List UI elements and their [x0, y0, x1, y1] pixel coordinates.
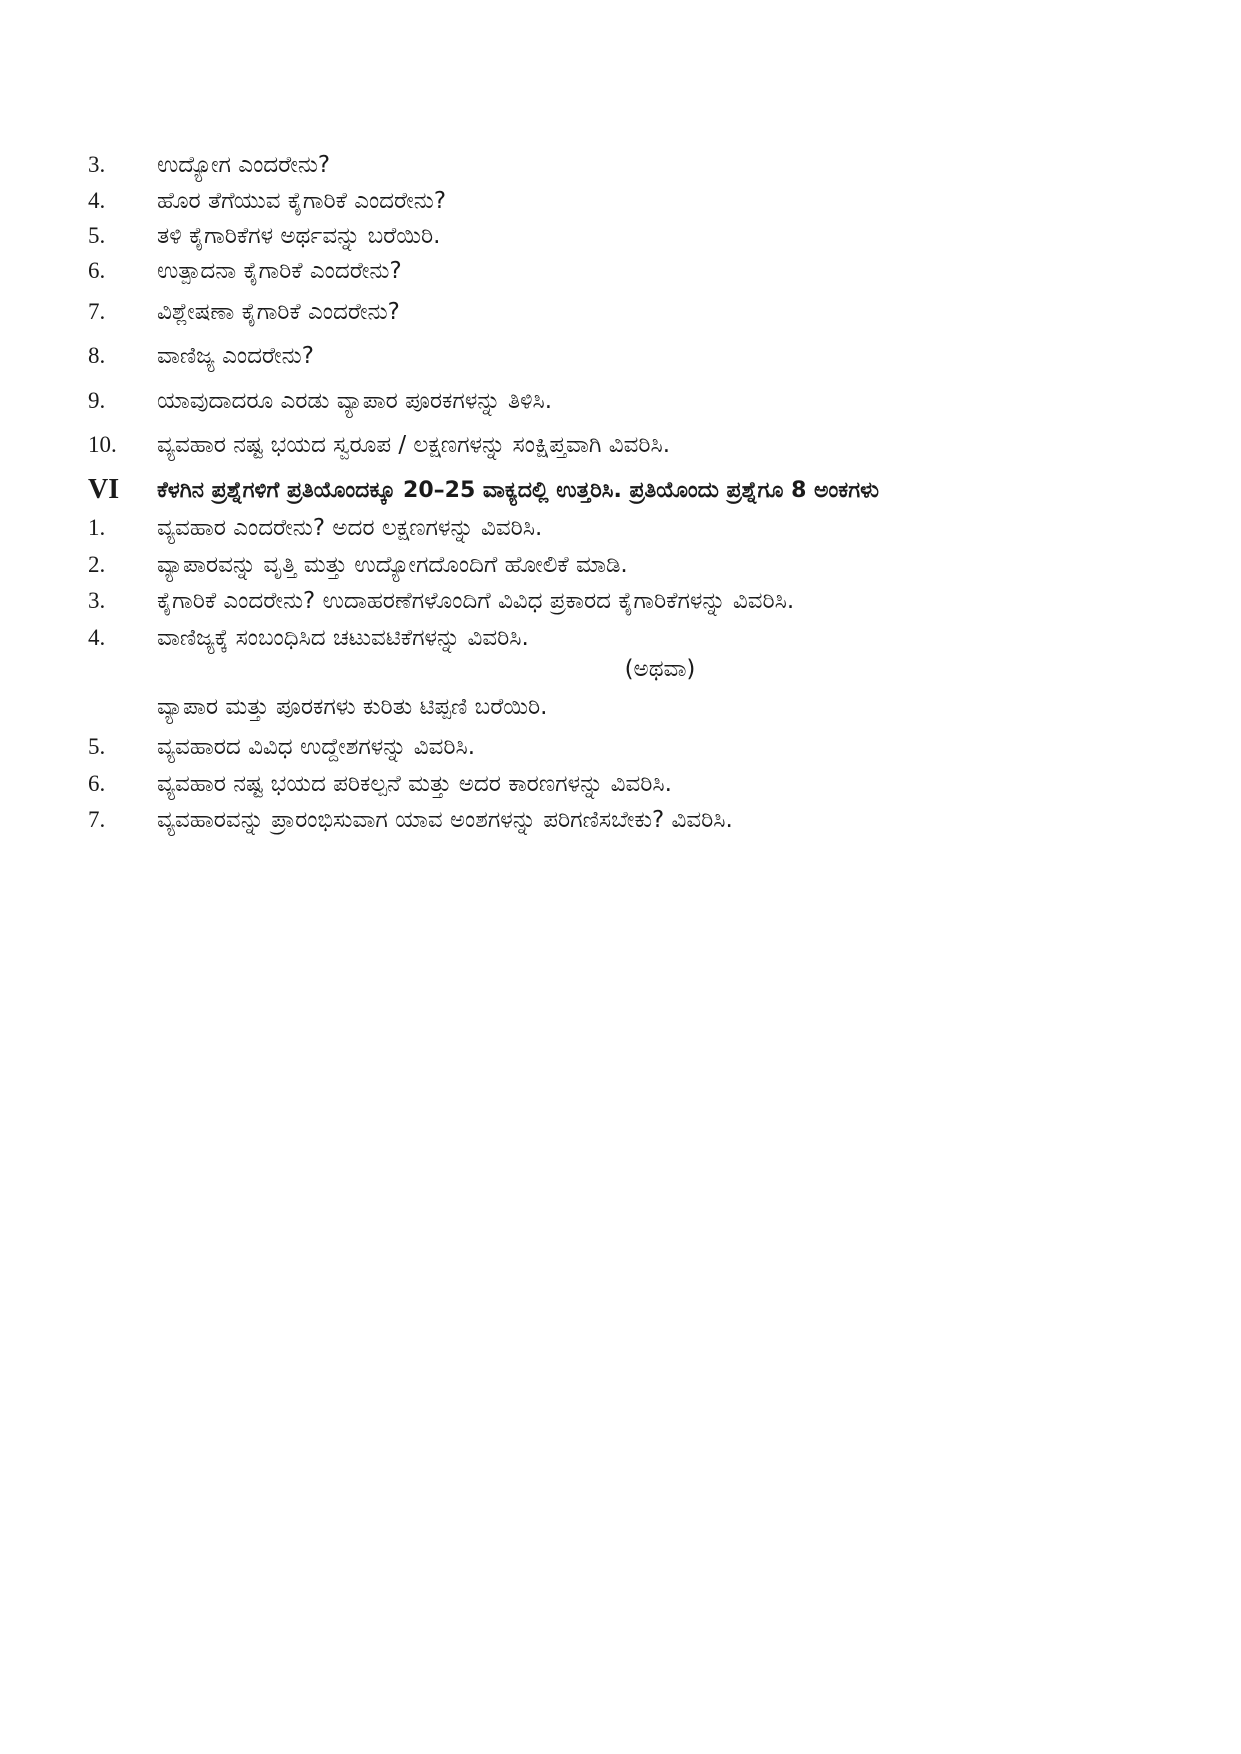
- question-item: [88, 251, 1188, 291]
- question-text: ವ್ಯವಹಾರದ ವಿವಿಧ ಉದ್ದೇಶಗಳನ್ನು ವಿವರಿಸಿ.: [157, 734, 476, 760]
- question-item: [88, 618, 1188, 658]
- question-text: ವ್ಯವಹಾರವನ್ನು ಪ್ರಾರಂಭಿಸುವಾಗ ಯಾವ ಅಂಶಗಳನ್ನು ಪರಿಗಣಿಸಬೇಕು? ವಿವರಿಸಿ.: [157, 807, 733, 833]
- question-text: ವ್ಯವಹಾರ ನಷ್ಟ ಭಯದ ಸ್ವರೂಪ / ಲಕ್ಷಣಗಳನ್ನು ಸಂಕ್ಷಿಪ್ತವಾಗಿ ವಿವರಿಸಿ.: [157, 432, 671, 458]
- section-numeral: VI: [88, 474, 120, 505]
- question-number: 9.: [88, 388, 106, 413]
- question-text: ವ್ಯವಹಾರ ನಷ್ಟ ಭಯದ ಪರಿಕಲ್ಪನೆ ಮತ್ತು ಅದರ ಕಾರಣಗಳನ್ನು ವಿವರಿಸಿ.: [157, 771, 672, 797]
- section-heading: [88, 470, 1188, 510]
- question-text: ಉತ್ಪಾದನಾ ಕೈಗಾರಿಕೆ ಎಂದರೇನು?: [157, 258, 402, 284]
- question-text: ವಿಶ್ಲೇಷಣಾ ಕೈಗಾರಿಕೆ ಎಂದರೇನು?: [157, 299, 400, 325]
- section-instruction: ಕೆಳಗಿನ ಪ್ರಶ್ನೆಗಳಿಗೆ ಪ್ರತಿಯೊಂದಕ್ಕೂ 20–25 ವಾಕ್ಯದಲ್ಲಿ ಉತ್ತರಿಸಿ. ಪ್ರತಿಯೊಂದು ಪ್ರಶ್ನೆಗೂ 8 ಅಂಕಗಳು: [157, 477, 880, 503]
- question-item: [88, 181, 1188, 221]
- question-number: 1.: [88, 515, 106, 540]
- question-item: [88, 764, 1188, 804]
- question-number: 3.: [88, 152, 106, 177]
- question-text: ವ್ಯವಹಾರ ಎಂದರೇನು? ಅದರ ಲಕ್ಷಣಗಳನ್ನು ವಿವರಿಸಿ.: [157, 515, 543, 541]
- or-question-text: ವ್ಯಾಪಾರ ಮತ್ತು ಪೂರಕಗಳು ಕುರಿತು ಟಿಪ್ಪಣಿ ಬರೆಯಿರಿ.: [157, 694, 548, 720]
- question-number: 7.: [88, 807, 106, 832]
- question-item: [88, 145, 1188, 185]
- question-number: 10.: [88, 432, 117, 457]
- question-item: [88, 292, 1188, 332]
- question-text: ವಾಣಿಜ್ಯಕ್ಕೆ ಸಂಬಂಧಿಸಿದ ಚಟುವಟಿಕೆಗಳನ್ನು ವಿವರಿಸಿ.: [157, 625, 529, 651]
- question-text: ಯಾವುದಾದರೂ ಎರಡು ವ್ಯಾಪಾರ ಪೂರಕಗಳನ್ನು ತಿಳಿಸಿ.: [157, 388, 553, 414]
- question-number: 5.: [88, 734, 106, 759]
- question-text: ವಾಣಿಜ್ಯ ಎಂದರೇನು?: [157, 343, 314, 369]
- question-item: [88, 800, 1188, 840]
- question-item: [88, 381, 1188, 421]
- question-text: ಹೊರ ತೆಗೆಯುವ ಕೈಗಾರಿಕೆ ಎಂದರೇನು?: [157, 188, 447, 214]
- question-text: ಉದ್ಯೋಗ ಎಂದರೇನು?: [157, 152, 331, 178]
- question-text: ತಳಿ ಕೈಗಾರಿಕೆಗಳ ಅರ್ಥವನ್ನು ಬರೆಯಿರಿ.: [157, 223, 441, 249]
- question-number: 2.: [88, 552, 106, 577]
- question-item: [88, 508, 1188, 548]
- question-number: 4.: [88, 625, 106, 650]
- question-item: [88, 336, 1188, 376]
- question-number: 4.: [88, 188, 106, 213]
- or-label: (ಅಥವಾ): [624, 656, 696, 682]
- question-item: [88, 425, 1188, 465]
- question-number: 6.: [88, 258, 106, 283]
- question-item: [88, 545, 1188, 585]
- question-item: [88, 727, 1188, 767]
- question-number: 3.: [88, 588, 106, 613]
- question-number: 5.: [88, 223, 106, 248]
- question-item: [88, 581, 1188, 621]
- question-item: [88, 216, 1188, 256]
- question-number: 6.: [88, 771, 106, 796]
- question-number: 7.: [88, 299, 106, 324]
- question-text: ವ್ಯಾಪಾರವನ್ನು ವೃತ್ತಿ ಮತ್ತು ಉದ್ಯೋಗದೊಂದಿಗೆ ಹೋಲಿಕೆ ಮಾಡಿ.: [157, 552, 628, 578]
- question-text: ಕೈಗಾರಿಕೆ ಎಂದರೇನು? ಉದಾಹರಣೆಗಳೊಂದಿಗೆ ವಿವಿಧ ಪ್ರಕಾರದ ಕೈಗಾರಿಕೆಗಳನ್ನು ವಿವರಿಸಿ.: [157, 588, 795, 614]
- question-number: 8.: [88, 343, 106, 368]
